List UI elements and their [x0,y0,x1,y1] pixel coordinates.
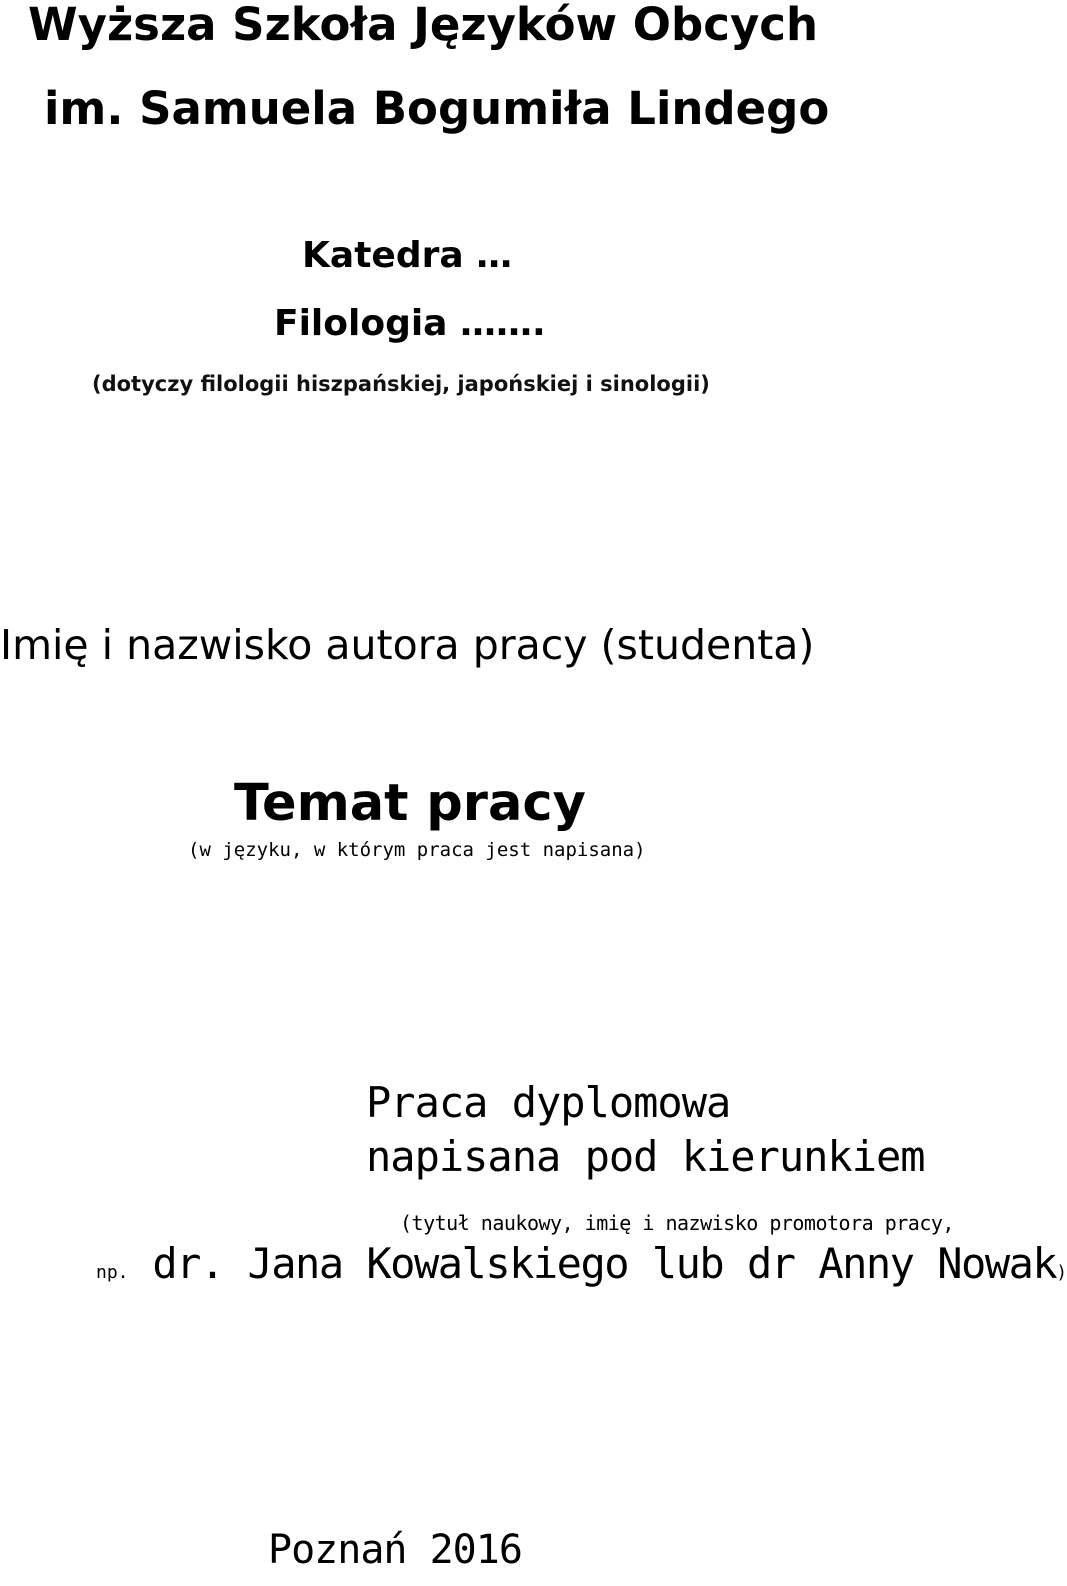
thesis-type-line2: napisana pod kierunkiem [366,1132,925,1181]
supervisor-example-closing: ) [1056,1262,1067,1283]
department-label: Katedra … [302,235,513,276]
supervisor-example-prefix: np. [96,1262,129,1283]
field-of-study-note: (dotyczy filologii hiszpańskiej, japońskiej i sinologii) [92,372,710,396]
university-name-line2: im. Samuela Bogumiła Lindego [44,82,830,135]
place-and-year: Poznań 2016 [268,1527,522,1573]
thesis-title: Temat pracy [234,774,586,833]
supervisor-example-name: dr. Jana Kowalskiego lub dr Anny Nowak [152,1239,1057,1288]
thesis-title-note: (w języku, w którym praca jest napisana) [188,839,646,861]
university-name-line1: Wyższa Szkoła Języków Obcych [28,0,818,51]
thesis-type-line1: Praca dyplomowa [366,1078,731,1127]
field-of-study-label: Filologia ……. [274,303,546,344]
supervisor-note: (tytuł naukowy, imię i nazwisko promotora pracy, [400,1211,954,1235]
author-name-placeholder: Imię i nazwisko autora pracy (studenta) [0,621,815,669]
supervisor-example [96,1239,1067,1288]
